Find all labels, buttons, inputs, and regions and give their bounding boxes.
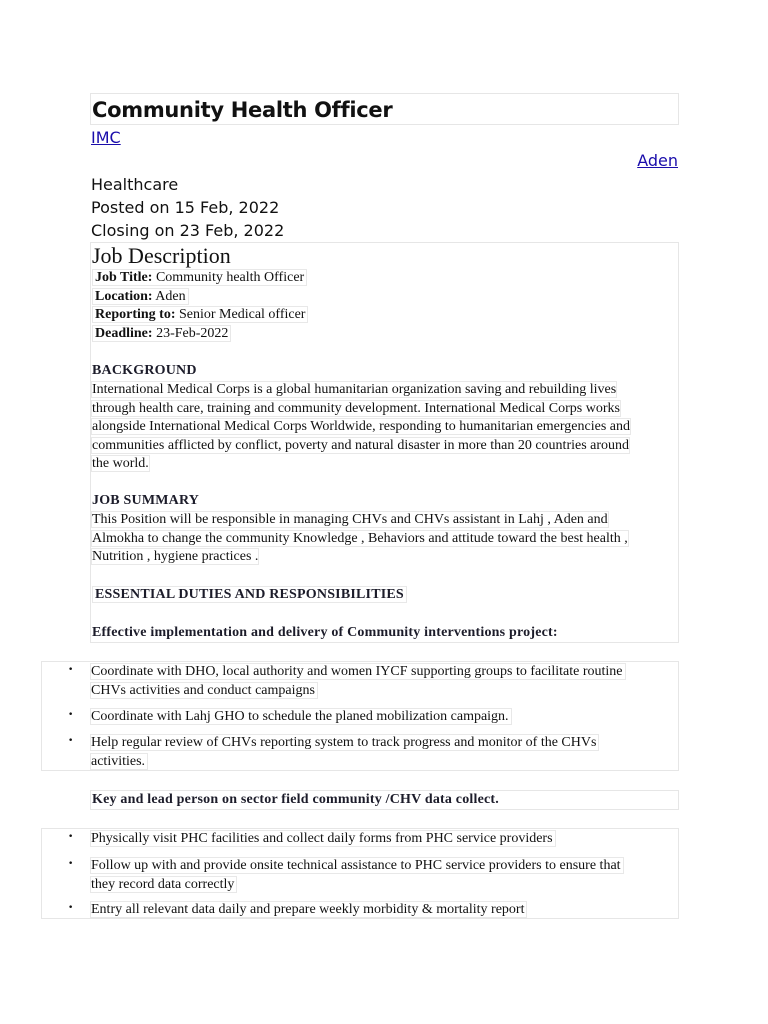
company-link[interactable]: IMC — [91, 128, 121, 147]
field-location: Location: Aden — [92, 289, 189, 305]
duties-heading: ESSENTIAL DUTIES AND RESPONSIBILITIES — [92, 587, 407, 603]
summary-paragraph: This Position will be responsible in managing CHVs and CHVs assistant in Lahj , Aden and Almokha to change the community Knowledge , Behaviors and attitude toward the best health , Nutrition , hygiene practices . — [92, 512, 628, 565]
bullet: • — [68, 832, 74, 842]
field-reporting-to: Reporting to: Senior Medical officer — [92, 307, 308, 323]
job-category: Healthcare — [91, 175, 179, 194]
list-item: Follow up with and provide onsite technical assistance to PHC service providers to ensure that they record data correctly — [90, 857, 675, 894]
bullet: • — [68, 903, 74, 913]
background-heading: BACKGROUND — [92, 363, 197, 378]
duties-subheading: Effective implementation and delivery of Community interventions project: — [92, 625, 558, 640]
location-link[interactable]: Aden — [637, 151, 678, 170]
field-job-title: Job Title: Community health Officer — [92, 270, 307, 286]
bullet: • — [68, 736, 74, 746]
list-item: Coordinate with DHO, local authority and women IYCF supporting groups to facilitate routine CHVs activities and conduct campaigns — [90, 663, 675, 700]
list-item: Physically visit PHC facilities and collect daily forms from PHC service providers — [90, 830, 675, 849]
field-deadline: Deadline: 23-Feb-2022 — [92, 326, 231, 342]
closing-date: Closing on 23 Feb, 2022 — [91, 221, 285, 240]
bullet: • — [68, 710, 74, 720]
job-title: Community Health Officer — [90, 93, 679, 125]
list-item: Help regular review of CHVs reporting system to track progress and monitor of the CHVs activities. — [90, 734, 675, 771]
posted-date: Posted on 15 Feb, 2022 — [91, 198, 280, 217]
list-item: Entry all relevant data daily and prepare weekly morbidity & mortality report — [90, 901, 675, 920]
data-collect-heading: Key and lead person on sector field community /CHV data collect. — [92, 792, 499, 807]
bullet: • — [68, 665, 74, 675]
summary-heading: JOB SUMMARY — [92, 493, 200, 508]
bullet: • — [68, 859, 74, 869]
background-paragraph: International Medical Corps is a global humanitarian organization saving and rebuilding lives through health care, training and community development. International Medical Corps works alongside International Medical Corps Worldwide, responding to humanitarian emergencies and communities afflicted by conflict, poverty and natural disaster in more than 20 countries around the world. — [92, 382, 630, 472]
description-heading: Job Description — [92, 243, 231, 268]
list-item: Coordinate with Lahj GHO to schedule the planed mobilization campaign. — [90, 708, 675, 727]
